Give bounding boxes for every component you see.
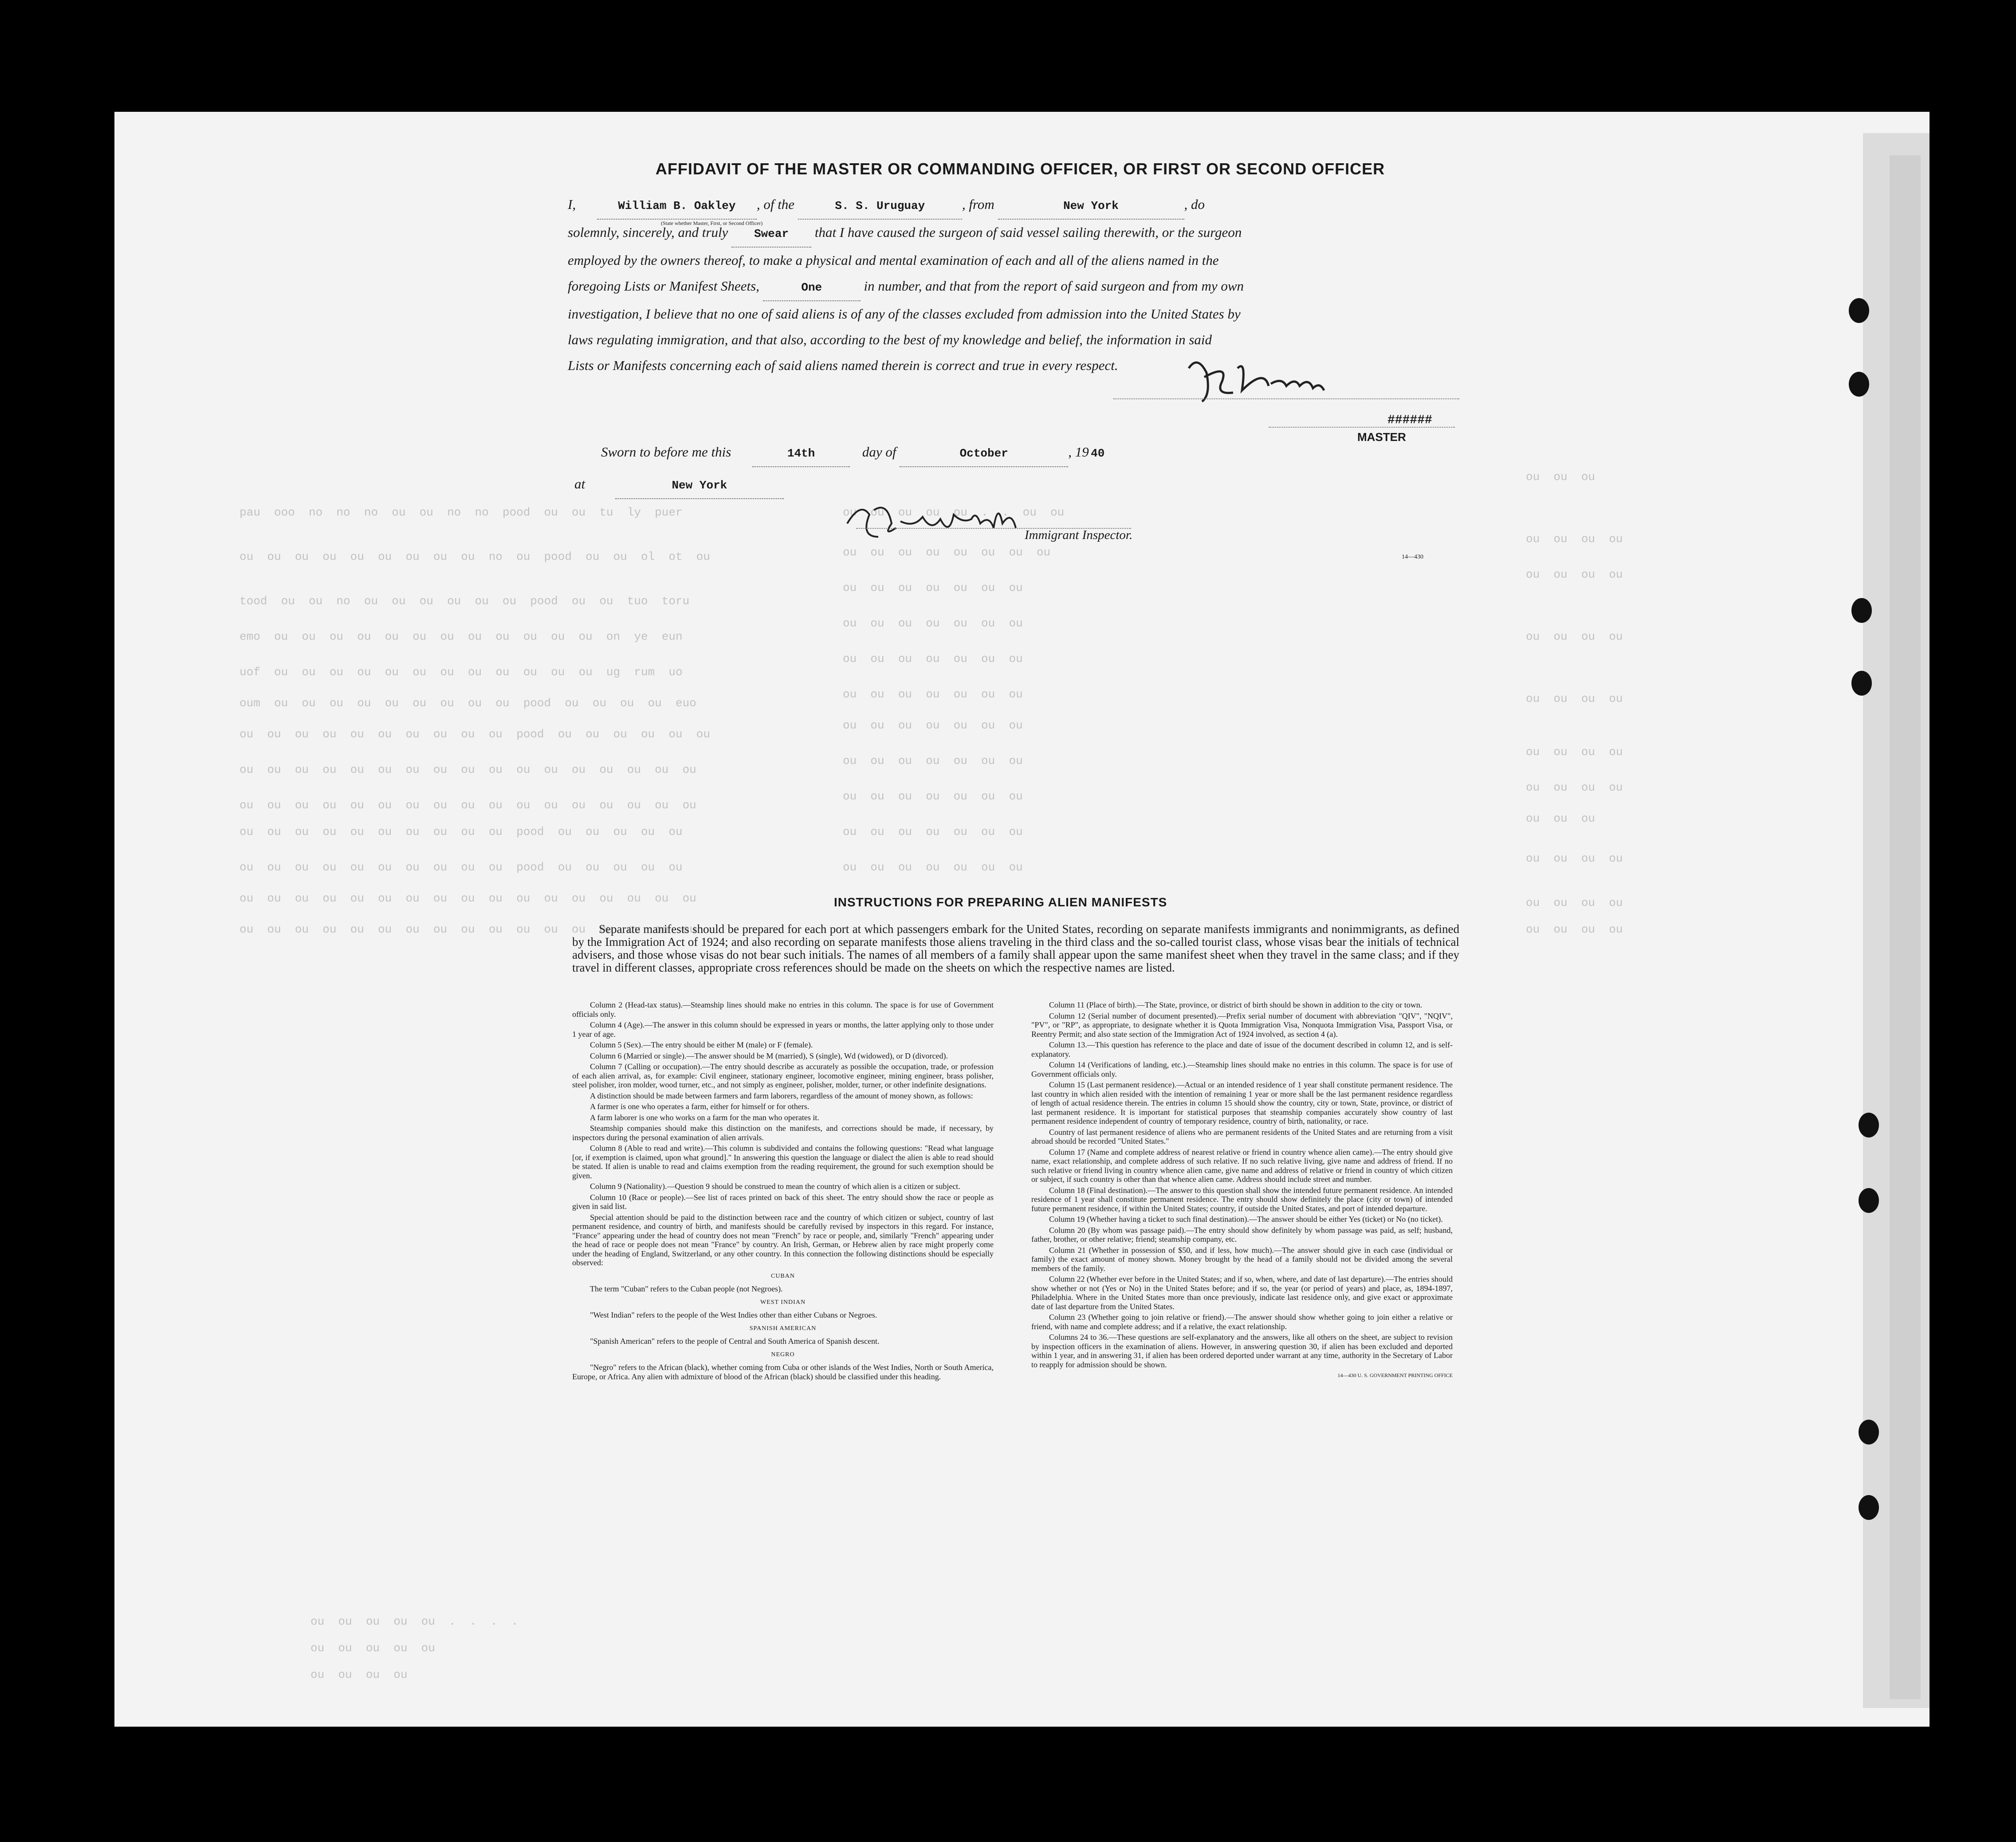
binder-hole [1859,1420,1879,1444]
page-edge-inner [1890,155,1921,1699]
instruction-paragraph: Column 13.—This question has reference to the place and date of issue of the document described in column 12, and is self-explanatory. [1031,1040,1453,1059]
binder-hole [1859,1113,1879,1137]
sworn-month: October [900,441,1068,467]
instruction-paragraph: Column 10 (Race or people).—See list of races printed on back of this sheet. The entry should show the race or people as given in said list. [572,1193,994,1211]
binder-hole [1851,671,1872,696]
spanish-american-definition: "Spanish American" refers to the people of Central and South America of Spanish descent. [590,1337,880,1346]
affidavit-of-the: , of the [756,197,795,212]
affidavit-i: I, [568,197,576,212]
affidavit-line-4a: foregoing Lists or Manifest Sheets, [568,278,759,294]
instruction-paragraph: Column 20 (By whom was passage paid).—The entry should show definitely by whom passage was paid, as self; husband, father, brother, or other relative; friend; steamship company, etc. [1031,1225,1453,1244]
sworn-year: 40 [1091,447,1105,460]
sworn-text: Sworn to before me this [601,444,731,460]
sworn-place: New York [615,472,784,499]
instruction-paragraph: Column 15 (Last permanent residence).—Actual or an intended residence of 1 year shall constitute permanent residence. The last country in which alien resided with the intention of remaining 1 year or more shall be the last permanent residence regardless of length of actual residence therein. The entries in column 15 should show the country, city or town, State, province, or district of last permanent residence. It is important for statistical purposes that steamship companies accurately show country of last permanent residence independent of country of temporary residence, country of birth, nationality, or race. [1031,1080,1453,1126]
instruction-paragraph: Column 5 (Sex).—The entry should be either M (male) or F (female). [590,1040,813,1049]
instruction-paragraph: Column 23 (Whether going to join relative or friend).—The answer should show whether going to join either a relative or friend, with name and complete address; and if a relative, the exact relationship. [1031,1313,1453,1331]
instruction-paragraph: A farmer is one who operates a farm, either for himself or for others. [590,1102,810,1111]
binder-hole [1859,1495,1879,1520]
master-signature [1180,350,1331,408]
instruction-paragraph: Special attention should be paid to the distinction between race and the country of which citizen or subject, country of last permanent residence, and country of birth, and manifests should be carefully revised by inspectors in this regard. For instance, "France" appearing under the head of country does not mean "French" by race or people, and, similarly "French" appearing under the head of race or people does not mean "France" by country. An Irish, German, or Hebrew alien by race might properly come under the heading of England, Switzerland, or any other country. In this connection the following distinctions should be especially observed: [572,1212,994,1267]
instruction-paragraph: Column 17 (Name and complete address of nearest relative or friend in country whence alien came).—The entry should give name, exact relationship, and complete address of such relative. If no such relative living, give name and address of friend. If no such relative or friend living in country whence alien came, give name and address of relative or friend in country of which citizen or subject, if such country is other than that whence alien came. Address should include street and number. [1031,1147,1453,1184]
instruction-paragraph: A farm laborer is one who works on a farm for the man who operates it. [590,1113,819,1122]
cuban-heading: CUBAN [770,1272,795,1279]
struck-rank: ###### [1387,413,1432,427]
binder-hole [1849,372,1869,397]
instruction-paragraph: Column 18 (Final destination).—The answer to this question shall show the intended future permanent residence. An intended residence of 1 year shall constitute permanent residence. The entry should show definitely the place (city or town) of intended future permanent residence, if within the United States; country, if outside the United States, and port of intended departure. [1031,1185,1453,1213]
west-indian-heading: WEST INDIAN [760,1299,806,1306]
instruction-paragraph: Column 12 (Serial number of document presented).—Prefix serial number of document with abbreviation "QIV", "NQIV", "PV", or "RP", as appropriate, to designate whether it is Quota Immigration Visa, Nonquota Immigration Visa, Passport Visa, or Reentry Permit; and also state section of the Immigration Act of 1924 involved, as section 4 (a). [1031,1011,1453,1039]
sheet-count: One [763,275,861,301]
instruction-paragraph: Column 14 (Verifications of landing, etc.).—Steamship lines should make no entries in this column. The space is for use of Government officials only. [1031,1060,1453,1078]
instructions-intro: Separate manifests should be prepared for each port at which passengers embark for the United States, recording on separate manifests immigrants and nonimmigrants, as defined by the Immigration Act of 1924; and also recording on separate manifests those aliens traveling in the third class and the so-called tourist class, whose visas bear the initials of technical advisers, and those whose visas do not bear such initials. The names of all members of a family shall appear upon the same manifest sheet when they travel in the same class; and if they travel in different classes, appropriate cross references should be made on the sheets on which the respective names are listed. [572,922,1459,974]
sworn-year-prefix: , 19 [1068,444,1089,460]
sworn-day-of: day of [862,444,896,460]
affidavit-line-4b: in number, and that from the report of said surgeon and from my own [864,278,1244,294]
instruction-paragraph: Column 8 (Able to read and write).—This column is subdivided and contains the following questions: "Read what language [or, if exemption is claimed, upon what ground]." In answering this question the language or dialect the alien is able to read should be stated. If alien is unable to read and claims exemption from the reading requirement, the ground for such exemption should be given. [572,1144,994,1180]
printing-office-imprint: 14—430 U. S. GOVERNMENT PRINTING OFFICE [1337,1372,1453,1378]
instructions-title: INSTRUCTIONS FOR PREPARING ALIEN MANIFESTS [834,895,1167,909]
sworn-line [601,439,1107,467]
instruction-paragraph: Column 7 (Calling or occupation).—The entry should describe as accurately as possible the occupation, trade, or profession of each alien arrival, as, for example: Civil engineer, stationary engineer, locomotive engineer, mining engineer, brass polisher, steel polisher, iron molder, wood turner, etc., and not simply as engineer, polisher, molder, turner, or other indefinite designations. [572,1062,994,1089]
instruction-paragraph: Column 22 (Whether ever before in the United States; and if so, when, where, and date of last departure).—The entries should show whether or not (Yes or No) in the United States before; and if so, the year (or period of years) and place, as, 1894-1897, Philadelphia. Where in the United States more than once previously, indicate last residence only, and give exact or approximate date of last departure from the United States. [1031,1275,1453,1311]
instruction-paragraph: Column 4 (Age).—The answer in this column should be expressed in years or months, the latter applying only to those under 1 year of age. [572,1020,994,1039]
affidavit-section [568,160,1455,378]
instructions-right-column [1031,1000,1453,1382]
spanish-american-heading: SPANISH AMERICAN [749,1325,817,1332]
instruction-paragraph: Column 21 (Whether in possession of $50, and if less, how much).—The answer should give in each case (individual or family) the exact amount of money shown. Money brought by the head of a family should not be divided among the several members of the family. [1031,1245,1453,1273]
affidavit-solemnly: solemnly, sincerely, and truly [568,224,728,240]
instruction-paragraph: Columns 24 to 36.—These questions are self-explanatory and the answers, like all others on the sheet, are subject to revision by inspection officers in the examination of aliens. However, in answering question 30, if alien has been excluded and deported within 1 year, and in answering 31, if alien has been ordered deported under warrant at any time, authority in the Secretary of Labor to reapply for admission should be shown. [1031,1333,1453,1369]
affidavit-line-2 [568,220,1455,248]
affidavit-line-3: employed by the owners thereof, to make a physical and mental examination of each and all of the aliens named in the [568,252,1219,268]
affidavit-line-4 [568,273,1455,301]
port-from: New York [998,193,1184,220]
affidavit-line-5: investigation, I believe that no one of said aliens is of any of the classes excluded from admission into the United States by [568,306,1241,322]
affidavit-line-2-text: that I have caused the surgeon of said vessel sailing therewith, or the surgeon [814,224,1242,240]
officer-name: William B. Oakley [597,193,757,220]
negro-definition: "Negro" refers to the African (black), whether coming from Cuba or other islands of the West Indies, North or South America, Europe, or Africa. Any alien with admixture of blood of the African (black) should be classified under this heading. [572,1363,994,1381]
sworn-at: at [574,476,586,492]
affidavit-do: , do [1184,197,1205,212]
west-indian-definition: "West Indian" refers to the people of the West Indies other than either Cubans or Negroes. [590,1311,877,1319]
oath-word: Swear [731,221,811,248]
binder-hole [1849,298,1869,323]
sworn-day: 14th [752,441,850,467]
instruction-paragraph: Column 2 (Head-tax status).—Steamship lines should make no entries in this column. The space is for use of Government officials only. [572,1000,994,1019]
instruction-paragraph: Column 11 (Place of birth).—The State, province, or district of birth should be shown in addition to the city or town. [1049,1000,1423,1009]
instruction-paragraph: Steamship companies should make this distinction on the manifests, and corrections should be made, if necessary, by inspectors during the personal examination of alien arrivals. [572,1124,994,1142]
instruction-paragraph: Column 9 (Nationality).—Question 9 should be construed to mean the country of which alien is a citizen or subject. [590,1182,960,1191]
affidavit-title: AFFIDAVIT OF THE MASTER OR COMMANDING OFFICER, OR FIRST OR SECOND OFFICER [655,160,1385,178]
master-signature-line [1113,398,1459,399]
instructions-left-column [572,1000,994,1383]
inspector-signature [843,497,1127,555]
affidavit-line-7: Lists or Manifests concerning each of said aliens named therein is correct and true in every respect. [568,358,1118,373]
affidavit-line-1 [568,192,1455,226]
master-title: MASTER [1357,430,1406,444]
inspector-title: Immigrant Inspector. [1025,528,1133,542]
rank-note: (State whether Master, First, or Second Officer) [661,220,763,226]
negro-heading: NEGRO [771,1351,795,1358]
instruction-paragraph: A distinction should be made between farmers and farm laborers, regardless of the amount of money shown, as follows: [590,1091,973,1100]
instruction-paragraph: Column 6 (Married or single).—The answer should be M (married), S (single), Wd (widowed), or D (divorced). [590,1051,948,1060]
vessel-name: S. S. Uruguay [798,193,962,220]
binder-hole [1851,598,1872,623]
affidavit-line-6: laws regulating immigration, and that also, according to the best of my knowledge and belief, the information in said [568,332,1212,347]
sworn-place-line [574,471,784,499]
binder-hole [1859,1188,1879,1213]
instruction-paragraph: Column 19 (Whether having a ticket to such final destination).—The answer should be either Yes (ticket) or No (no ticket). [1049,1215,1443,1224]
form-number: 14—430 [1402,554,1423,560]
cuban-definition: The term "Cuban" refers to the Cuban people (not Negroes). [590,1284,783,1293]
instruction-paragraph: Country of last permanent residence of aliens who are permanent residents of the United States and are returning from a visit abroad should be recorded "United States." [1031,1127,1453,1145]
affidavit-from: , from [962,197,994,212]
